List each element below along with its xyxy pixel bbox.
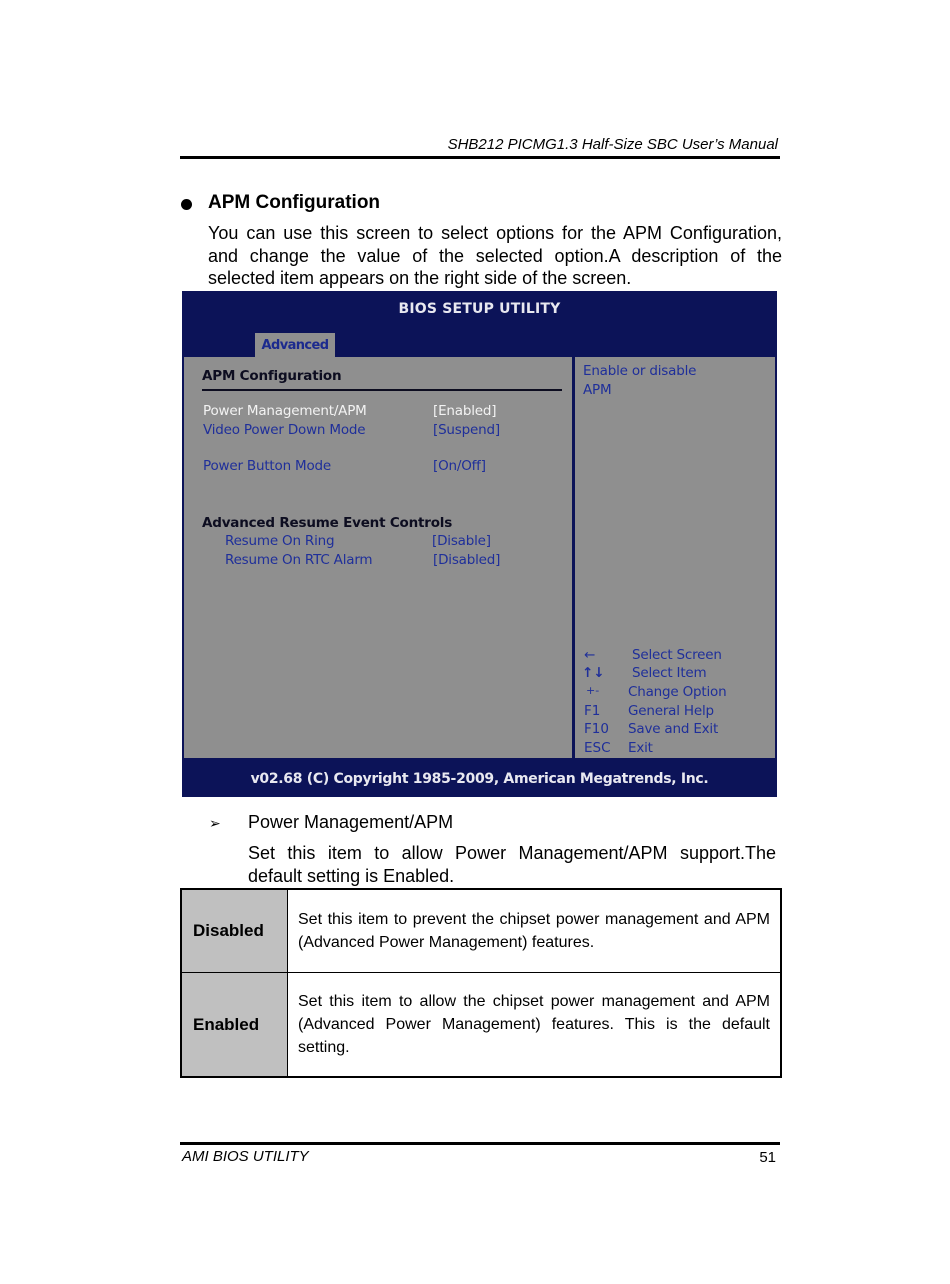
bios-help-text-line2: APM xyxy=(583,382,612,398)
page-number: 51 xyxy=(759,1149,776,1166)
left-arrow-icon: ← xyxy=(584,647,596,663)
footer-divider xyxy=(180,1142,780,1145)
key-plus-minus: +- xyxy=(586,684,600,697)
up-down-arrow-icon: ↑↓ xyxy=(582,665,605,681)
table-row xyxy=(181,889,781,973)
bios-copyright-footer: v02.68 (C) Copyright 1985-2009, American Megatrends, Inc. xyxy=(250,771,709,787)
bios-panel-divider xyxy=(572,357,575,758)
bios-value-power-button-mode[interactable]: [On/Off] xyxy=(433,458,486,474)
bios-panel-title: APM Configuration xyxy=(202,368,342,384)
key-f10: F10 xyxy=(584,721,609,737)
bios-item-power-button-mode[interactable]: Power Button Mode xyxy=(203,458,332,474)
section-intro: You can use this screen to select options for the APM Configuration, and change the value of the selected option.A description of the selected item appears on the right side of the screen. xyxy=(208,223,782,288)
footer-chapter-title: AMI BIOS UTILITY xyxy=(182,1148,309,1165)
key-esc: ESC xyxy=(584,740,611,756)
bios-value-video-power-down[interactable]: [Suspend] xyxy=(433,422,500,438)
header-divider xyxy=(180,156,780,159)
bios-value-resume-on-ring[interactable]: [Disable] xyxy=(432,533,491,549)
key-desc-save-exit: Save and Exit xyxy=(628,721,719,737)
option-desc-enabled: Set this item to allow the chipset power management and APM (Advanced Power Management) features. This is the default setting. xyxy=(288,973,782,1078)
key-f1: F1 xyxy=(584,703,601,719)
key-desc-change-option: Change Option xyxy=(628,684,727,700)
option-name-enabled: Enabled xyxy=(181,973,288,1078)
options-table xyxy=(180,888,782,1078)
option-desc-disabled: Set this item to prevent the chipset power management and APM (Advanced Power Management) features. xyxy=(288,889,782,973)
key-desc-select-screen: Select Screen xyxy=(632,647,722,663)
tab-advanced[interactable]: Advanced xyxy=(255,333,335,359)
bios-screenshot xyxy=(182,291,777,797)
bios-help-text-line1: Enable or disable xyxy=(583,363,697,379)
key-desc-exit: Exit xyxy=(628,740,653,756)
bios-item-power-management[interactable]: Power Management/APM xyxy=(203,403,367,419)
table-row xyxy=(181,973,781,1078)
arrow-bullet-icon: ➢ xyxy=(209,815,221,831)
section-title: APM Configuration xyxy=(208,192,381,213)
bios-item-resume-on-ring[interactable]: Resume On Ring xyxy=(225,533,335,549)
option-name-disabled: Disabled xyxy=(181,889,288,973)
bios-group-title: Advanced Resume Event Controls xyxy=(202,515,453,531)
key-desc-select-item: Select Item xyxy=(632,665,707,681)
bullet-icon xyxy=(181,199,192,210)
key-desc-general-help: General Help xyxy=(628,703,714,719)
bios-value-resume-on-rtc[interactable]: [Disabled] xyxy=(433,552,501,568)
bios-title-underline xyxy=(202,389,562,391)
bios-item-resume-on-rtc[interactable]: Resume On RTC Alarm xyxy=(225,552,373,568)
bios-title: BIOS SETUP UTILITY xyxy=(398,301,561,317)
subsection-description: Set this item to allow Power Management/APM support.The default setting is Enabled. xyxy=(248,843,776,886)
page-header: SHB212 PICMG1.3 Half-Size SBC User’s Manual xyxy=(447,136,778,153)
bios-value-power-management[interactable]: [Enabled] xyxy=(433,403,497,419)
bios-item-video-power-down[interactable]: Video Power Down Mode xyxy=(203,422,366,438)
subsection-title: Power Management/APM xyxy=(248,812,454,832)
